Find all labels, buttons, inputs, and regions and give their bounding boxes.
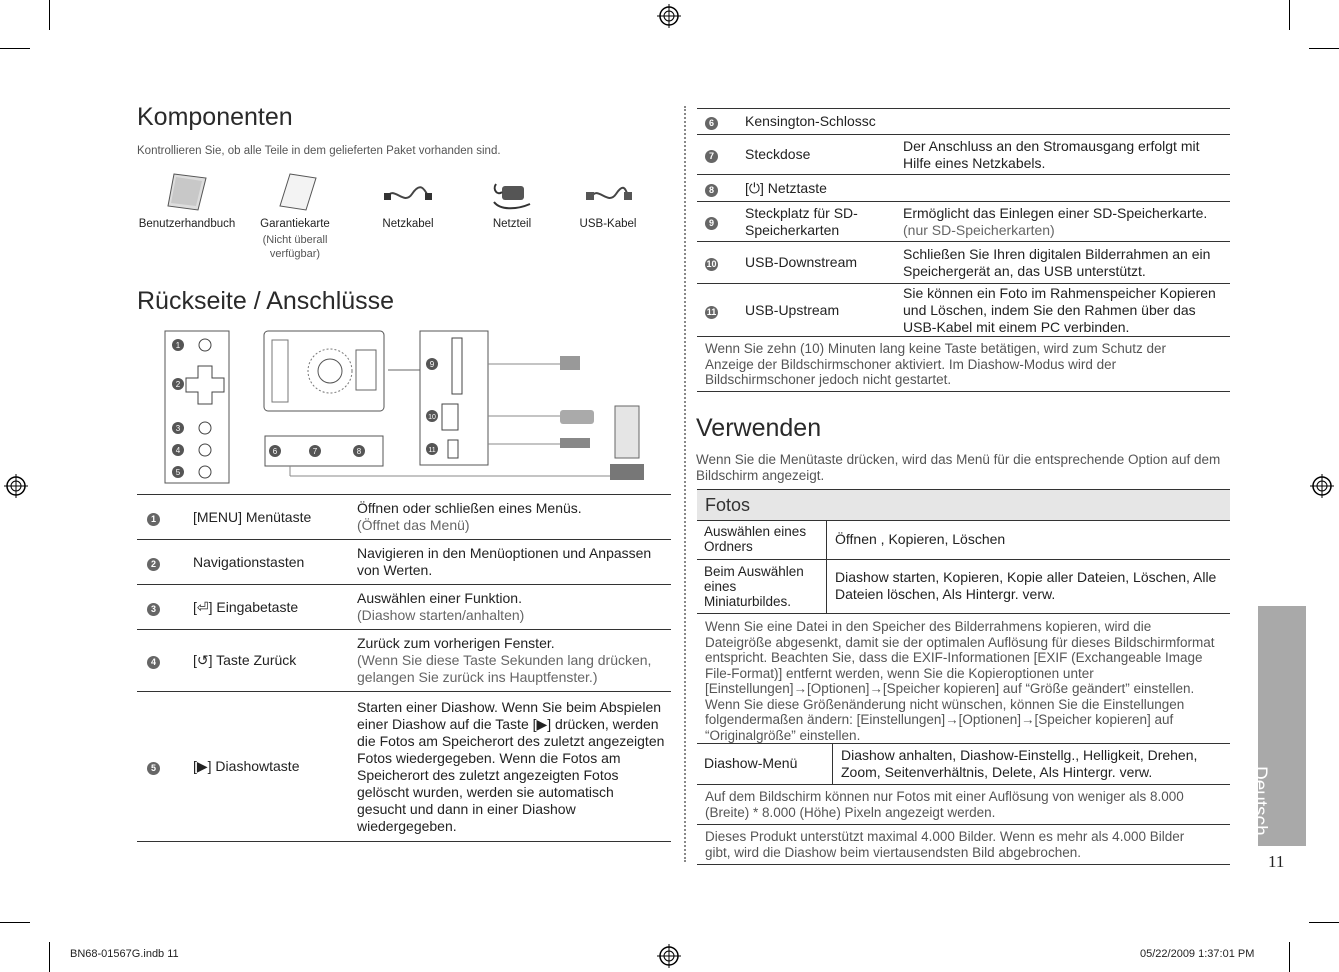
table-row xyxy=(697,284,1230,337)
table-row xyxy=(697,744,1230,784)
num-badge: 3 xyxy=(147,603,160,616)
svg-text:1: 1 xyxy=(175,341,181,350)
svg-text:6: 6 xyxy=(272,447,278,456)
row-name: [⏎] Eingabetaste xyxy=(193,598,299,615)
row-desc xyxy=(903,109,1230,135)
svg-text:8: 8 xyxy=(356,447,362,456)
row-desc: Navigieren in den Menüoptionen und Anpassen von Werten. xyxy=(357,545,652,578)
row-desc: Schließen Sie Ihren digitalen Bilderrahmen an ein Speichergerät an, das USB unterstützt. xyxy=(903,245,1211,279)
row-name: Kensington-Schlossc xyxy=(745,113,876,129)
registration-mark-icon xyxy=(1310,474,1334,498)
row-desc-sub: (Öffnet das Menü) xyxy=(357,517,470,533)
divider xyxy=(697,391,1230,392)
page-number: 11 xyxy=(1268,852,1285,871)
crop-mark xyxy=(0,922,30,923)
table-row xyxy=(697,202,1230,242)
row-name: Beim Auswählen eines Miniaturbildes. xyxy=(697,559,827,613)
fotos-header xyxy=(697,489,1230,521)
num-badge: 4 xyxy=(147,656,160,669)
row-name: [MENU] Menütaste xyxy=(193,508,312,525)
row-desc: Der Anschluss an den Stromausgang erfolgt mit Hilfe eines Netzkabels. xyxy=(903,137,1200,171)
row-desc: Sie können ein Foto im Rahmenspeicher Kopieren und Löschen, indem Sie den Rahmen über das USB-Kabel mit einem PC verbinden. xyxy=(903,284,1216,335)
svg-text:5: 5 xyxy=(175,468,181,477)
table-row xyxy=(697,520,1230,559)
back-panel-diagram xyxy=(160,326,650,488)
row-desc: Zurück zum vorherigen Fenster. xyxy=(357,635,555,651)
verwenden-title: Verwenden xyxy=(696,414,822,442)
num-badge: 10 xyxy=(706,259,717,269)
table-row xyxy=(697,175,1230,202)
crop-mark xyxy=(1289,942,1290,972)
row-desc: Diashow starten, Kopieren, Kopie aller Dateien, Löschen, Alle Dateien löschen, Als Hintergr. verw. xyxy=(835,569,1217,602)
limit-note: Dieses Produkt unterstützt maximal 4.000 Bilder. Wenn es mehr als 4.000 Bilder gibt, wird die Diashow beim viertausendsten Bild abgebrochen. xyxy=(705,829,1185,860)
table-row xyxy=(137,540,671,585)
column-divider xyxy=(684,106,686,862)
komponenten-title: Komponenten xyxy=(137,103,293,131)
rueckseite-title: Rückseite / Anschlüsse xyxy=(137,287,395,315)
row-desc: Öffnen oder schließen eines Menüs. xyxy=(357,500,582,516)
num-badge: 6 xyxy=(705,117,718,130)
svg-text:7: 7 xyxy=(312,447,318,456)
crop-mark xyxy=(49,942,50,972)
table-row xyxy=(697,242,1230,284)
table-row xyxy=(137,630,671,692)
table-row xyxy=(137,585,671,630)
registration-mark-icon xyxy=(657,4,681,28)
row-desc xyxy=(903,175,1230,202)
table-row xyxy=(697,109,1230,135)
accessory-label: Netzkabel xyxy=(382,218,434,230)
svg-text:10: 10 xyxy=(428,414,436,421)
row-desc-sub: (Wenn Sie diese Taste Sekunden lang drücken, gelangen Sie zurück ins Hauptfenster.) xyxy=(357,652,652,685)
row-name: USB-Downstream xyxy=(745,254,858,270)
copy-note: Wenn Sie eine Datei in den Speicher des Bilderrahmens kopieren, wird die Dateigröße abgesenkt, damit sie der optimalen Auflösung für dieses Bildschirmformat entspricht. Beachten Sie, dass die EXIF-Informationen [EXIF (Exchangeable Image File-Format)] entfernt werden, wenn Sie die Kopieroptionen unter [Einstellungen]→[Optionen]→[Speicher kopieren] auf “Größe geändert” einstellen. Wenn Sie diese Größenänderung nicht wünschen, können Sie die Einstellungen folgendermaßen ändern: [Einstellungen]→[Optionen]→[Speicher kopieren] auf “Originalgröße” einstellen. xyxy=(705,619,1215,743)
footer-file: BN68-01567G.indb 11 xyxy=(70,948,179,960)
num-badge: 8 xyxy=(705,184,718,197)
language-tab-label: Deutsch xyxy=(1249,766,1270,836)
table-row xyxy=(137,495,671,540)
num-badge: 2 xyxy=(147,558,160,571)
crop-mark xyxy=(0,48,30,49)
adapter-icon xyxy=(490,178,534,212)
num-badge: 11 xyxy=(706,306,717,317)
slideshow-table xyxy=(697,744,1230,785)
fotos-table xyxy=(697,520,1230,614)
fotos-header-label: Fotos xyxy=(705,495,751,515)
svg-text:9: 9 xyxy=(429,360,435,369)
row-name: Auswählen eines Ordners xyxy=(697,520,827,559)
registration-mark-icon xyxy=(4,474,28,498)
accessory-label: Garantiekarte xyxy=(260,218,330,230)
accessory-sublabel: (Nicht überall verfügbar) xyxy=(262,234,328,260)
crop-mark xyxy=(1309,922,1339,923)
rueckseite-table xyxy=(137,494,671,842)
accessory-label: USB-Kabel xyxy=(579,218,637,230)
row-name: USB-Upstream xyxy=(745,301,840,318)
crop-mark xyxy=(1289,0,1290,30)
row-desc: Öffnen , Kopieren, Löschen xyxy=(835,530,1006,547)
row-desc-sub: (Diashow starten/anhalten) xyxy=(357,607,525,623)
row-name: Diashow-Menü xyxy=(697,744,833,784)
row-name: [⏻] Netztaste xyxy=(745,179,827,196)
row-desc: Starten einer Diashow. Wenn Sie beim Abspielen einer Diashow auf die Taste [▶] drücken, werden die Fotos am Speicherort des zuletzt angezeigten Fotos wiedergegeben. Wenn die Fotos am Speicherort des zuletzt angezeigten Fotos gelöscht wurden, werden sie automatisch gesucht und dann in einer Diashow wiedergegeben. xyxy=(357,698,665,834)
num-badge: 9 xyxy=(705,217,718,230)
language-tab xyxy=(1249,606,1306,846)
svg-text:4: 4 xyxy=(175,446,181,455)
accessory-label: Netzteil xyxy=(492,218,532,230)
footer-date: 05/22/2009 1:37:01 PM xyxy=(1140,948,1255,960)
row-desc: Diashow anhalten, Diashow-Einstellg., Helligkeit, Drehen, Zoom, Seitenverhältnis, Delete, Als Hintergr. verw. xyxy=(841,746,1198,780)
row-name: Steckplatz für SD-Speicherkarten xyxy=(745,204,858,238)
row-name: [▶] Diashowtaste xyxy=(193,758,300,774)
divider xyxy=(697,864,1230,865)
screensaver-note: Wenn Sie zehn (10) Minuten lang keine Taste betätigen, wird zum Schutz der Anzeige der Bildschirmschoner aktiviert. Im Diashow-Modus wird der Bildschirmschoner jedoch nicht gestartet. xyxy=(705,341,1167,387)
table-row xyxy=(697,135,1230,175)
row-name: Navigationstasten xyxy=(193,553,305,570)
num-badge: 7 xyxy=(705,150,718,163)
power-cable-icon xyxy=(384,184,432,208)
svg-text:2: 2 xyxy=(175,380,181,389)
num-badge: 5 xyxy=(147,762,160,775)
accessory-label: Benutzerhandbuch xyxy=(138,218,236,230)
crop-mark xyxy=(1309,48,1339,49)
row-name: [↺] Taste Zurück xyxy=(193,652,297,668)
crop-mark xyxy=(49,0,50,30)
num-badge: 1 xyxy=(147,513,160,526)
svg-text:11: 11 xyxy=(428,447,436,454)
connectors-table xyxy=(697,108,1230,337)
table-row xyxy=(697,559,1230,613)
row-name: Steckdose xyxy=(745,146,811,162)
warranty-card-icon xyxy=(278,172,318,212)
row-desc: Ermöglicht das Einlegen einer SD-Speicherkarte. xyxy=(903,204,1208,221)
registration-mark-icon xyxy=(657,944,681,968)
verwenden-intro: Wenn Sie die Menütaste drücken, wird das Menü für die entsprechende Option auf dem Bildschirm angezeigt. xyxy=(696,452,1221,483)
usb-cable-icon xyxy=(586,184,632,208)
manual-icon xyxy=(166,172,208,212)
komponenten-intro: Kontrollieren Sie, ob alle Teile in dem gelieferten Paket vorhanden sind. xyxy=(137,145,501,157)
svg-text:3: 3 xyxy=(175,424,181,433)
row-desc: Auswählen einer Funktion. xyxy=(357,590,522,606)
divider xyxy=(697,824,1230,825)
resolution-note: Auf dem Bildschirm können nur Fotos mit einer Auflösung von weniger als 8.000 (Breite) * 8.000 (Höhe) Pixeln angezeigt werden. xyxy=(705,789,1184,820)
table-row xyxy=(137,692,671,842)
row-desc-sub: (nur SD-Speicherkarten) xyxy=(903,221,1055,238)
